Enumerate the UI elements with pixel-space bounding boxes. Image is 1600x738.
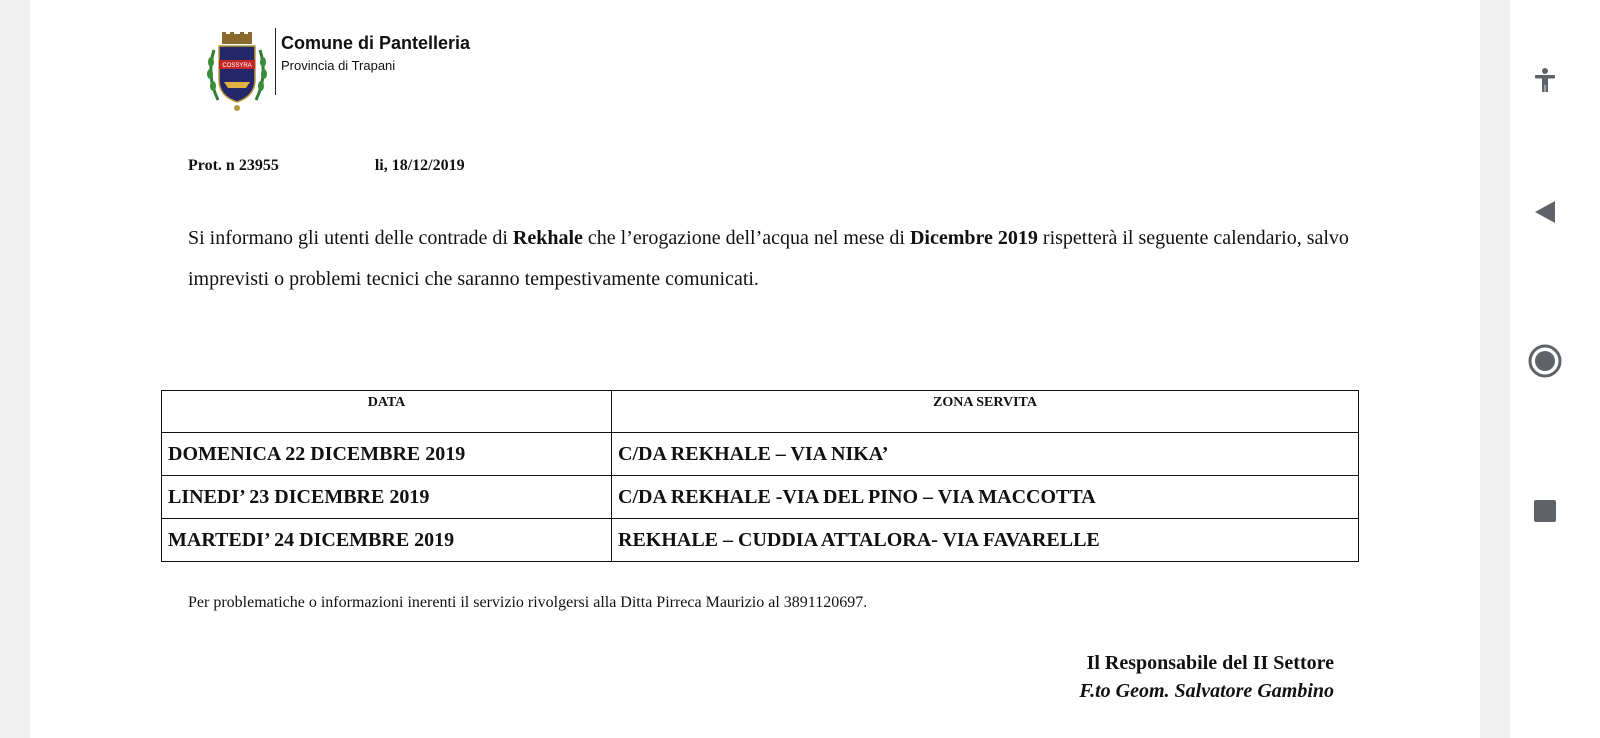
- svg-text:COSSYRA: COSSYRA: [222, 63, 252, 69]
- org-name: Comune di Pantelleria: [281, 33, 471, 53]
- row-date: LINEDI’ 23 DICEMBRE 2019: [162, 476, 612, 519]
- row-date: DOMENICA 22 DICEMBRE 2019: [162, 433, 612, 476]
- protocol-line: [188, 157, 465, 175]
- document-page: [30, 0, 1480, 738]
- accessibility-button[interactable]: [1525, 60, 1565, 100]
- back-button[interactable]: [1525, 192, 1565, 232]
- footnote: Per problematiche o informazioni inerenti il servizio rivolgersi alla Ditta Pirreca Maurizio al 3891120697.: [188, 594, 868, 611]
- row-date: MARTEDI’ 24 DICEMBRE 2019: [162, 519, 612, 562]
- recents-icon: [1533, 499, 1557, 523]
- row-zone: C/DA REKHALE – VIA NIKA’: [612, 433, 1359, 476]
- intro-bold-place: Rekhale: [512, 227, 583, 249]
- municipal-crest-logo: [204, 30, 270, 114]
- accessibility-icon: [1531, 66, 1559, 94]
- intro-bold-month: Dicembre 2019: [909, 227, 1038, 249]
- header-date: DATA: [162, 391, 612, 433]
- table-row: [162, 476, 1359, 519]
- table-row: [162, 433, 1359, 476]
- table-row: [162, 519, 1359, 562]
- province-name: Provincia di Trapani: [281, 58, 396, 73]
- android-navigation-bar: [1510, 0, 1600, 738]
- header-zone: ZONA SERVITA: [612, 391, 1359, 433]
- protocol-date: li, 18/12/2019: [374, 157, 465, 174]
- recents-button[interactable]: [1525, 491, 1565, 531]
- back-icon: [1531, 198, 1559, 226]
- row-zone: C/DA REKHALE -VIA DEL PINO – VIA MACCOTTA: [612, 476, 1359, 519]
- intro-paragraph: Si informano gli utenti delle contrade di Rekhale che l’erogazione dell’acqua nel mese di Dicembre 2019 rispetterà il seguente calendario, salvo imprevisti o problemi tecnici che saranno tempestivamente comunicati.: [188, 227, 1349, 290]
- signature-title: Il Responsabile del II Settore: [1086, 652, 1334, 674]
- home-button[interactable]: [1525, 341, 1565, 381]
- home-icon: [1527, 343, 1563, 379]
- protocol-number: Prot. n 23955: [188, 157, 279, 174]
- signature-name: F.to Geom. Salvatore Gambino: [1079, 680, 1334, 702]
- row-zone: REKHALE – CUDDIA ATTALORA- VIA FAVARELLE: [612, 519, 1359, 562]
- schedule-table: [161, 390, 1359, 562]
- table-header-row: [162, 391, 1359, 433]
- header-divider: [275, 28, 276, 95]
